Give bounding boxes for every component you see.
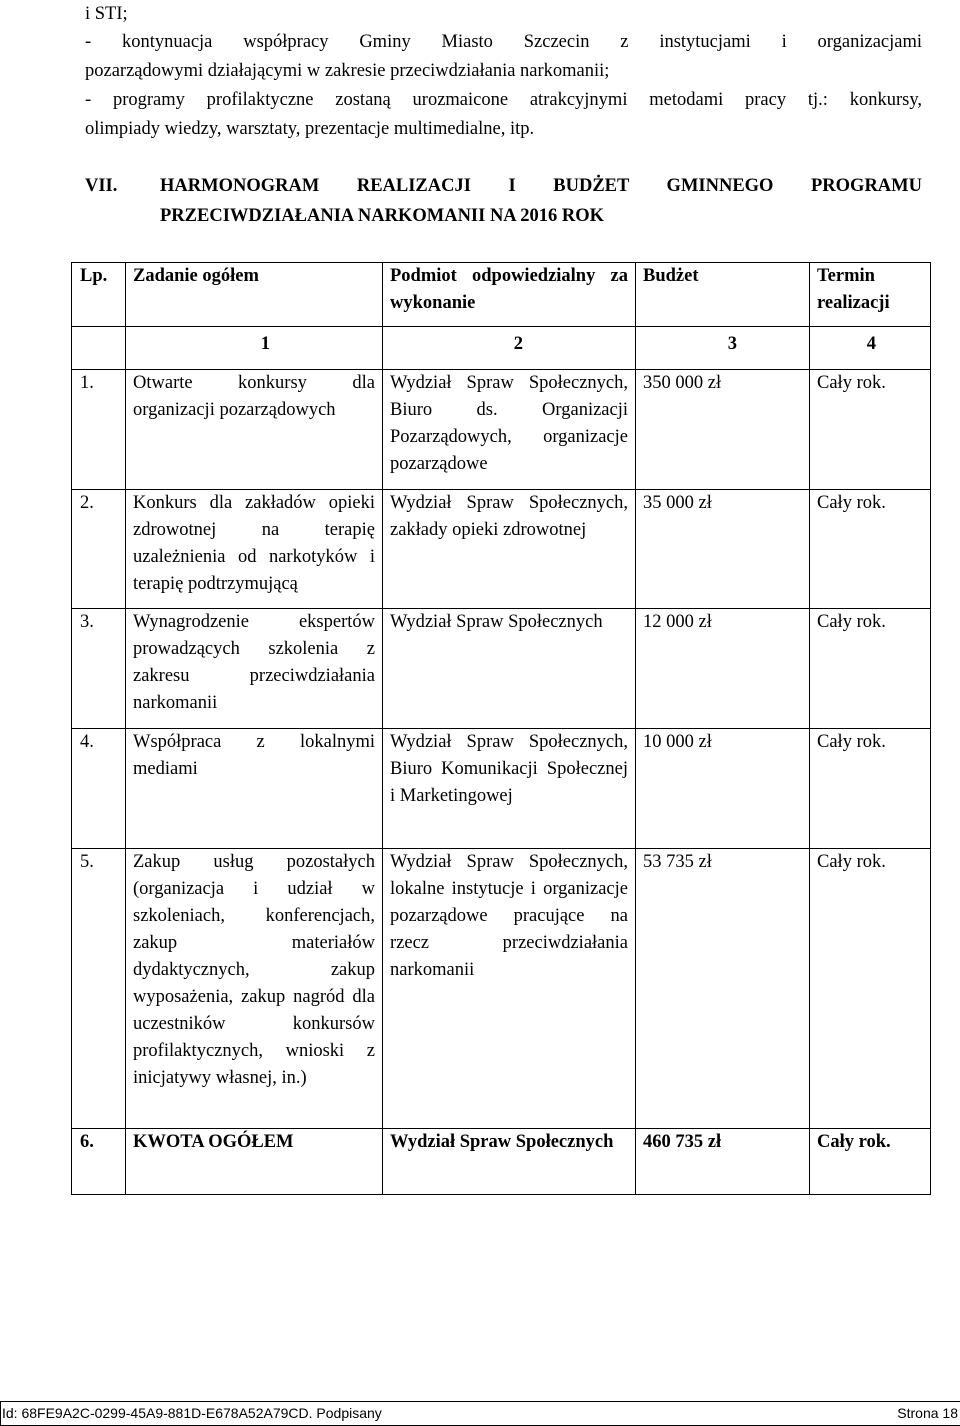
table-row	[72, 370, 931, 490]
row-lp: 1.	[72, 370, 126, 490]
footer-document-id: Id: 68FE9A2C-0299-45A9-881D-E678A52A79CD. Podpisany	[2, 1405, 382, 1421]
intro-line-2: - kontynuacja współpracy Gminy Miasto Szczecin z instytucjami i organizacjami	[85, 32, 922, 52]
section-number: VII.	[85, 176, 118, 196]
header-deadline: Termin realizacji	[810, 263, 931, 327]
row-deadline: Cały rok.	[810, 490, 931, 609]
row-task: Wynagrodzenie ekspertów prowadzących szkolenia z zakresu przeciwdziałania narkomanii	[126, 609, 383, 729]
total-task: KWOTA OGÓŁEM	[126, 1129, 383, 1195]
row-responsible: Wydział Spraw Społecznych, Biuro ds. Organizacji Pozarządowych, organizacje pozarządowe	[383, 370, 636, 490]
row-responsible: Wydział Spraw Społecznych, zakłady opieki zdrowotnej	[383, 490, 636, 609]
header-task: Zadanie ogółem	[126, 263, 383, 327]
total-row	[72, 1129, 931, 1195]
row-budget: 350 000 zł	[636, 370, 810, 490]
document-footer	[0, 1401, 960, 1426]
row-task: Współpraca z lokalnymi mediami	[126, 729, 383, 849]
row-responsible: Wydział Spraw Społecznych, Biuro Komunikacji Społecznej i Marketingowej	[383, 729, 636, 849]
schedule-budget-table	[71, 262, 931, 1195]
table-row	[72, 729, 931, 849]
table-header-row	[72, 263, 931, 327]
intro-line-4: - programy profilaktyczne zostaną urozmaicone atrakcyjnymi metodami pracy tj.: konkursy,	[85, 90, 922, 110]
header-lp: Lp.	[72, 263, 126, 327]
section-title-line-1: HARMONOGRAM REALIZACJI I BUDŻET GMINNEGO PROGRAMU	[160, 176, 922, 196]
total-lp: 6.	[72, 1129, 126, 1195]
table-row	[72, 490, 931, 609]
header-budget: Budżet	[636, 263, 810, 327]
total-responsible: Wydział Spraw Społecznych	[383, 1129, 636, 1195]
table-row	[72, 609, 931, 729]
row-deadline: Cały rok.	[810, 849, 931, 1129]
row-deadline: Cały rok.	[810, 370, 931, 490]
colnum-2: 2	[383, 327, 636, 370]
row-task: Konkurs dla zakładów opieki zdrowotnej na terapię uzależnienia od narkotyków i terapię podtrzymującą	[126, 490, 383, 609]
header-responsible: Podmiot odpowiedzialny za wykonanie	[383, 263, 636, 327]
footer-page-number: Strona 18	[897, 1405, 958, 1421]
row-lp: 5.	[72, 849, 126, 1129]
intro-line-3: pozarządowymi działającymi w zakresie przeciwdziałania narkomanii;	[85, 61, 610, 81]
row-deadline: Cały rok.	[810, 609, 931, 729]
row-budget: 10 000 zł	[636, 729, 810, 849]
intro-line-1: i STI;	[85, 4, 128, 24]
row-lp: 2.	[72, 490, 126, 609]
colnum-4: 4	[810, 327, 931, 370]
row-lp: 4.	[72, 729, 126, 849]
footer-left-border	[0, 1402, 1, 1425]
row-deadline: Cały rok.	[810, 729, 931, 849]
colnum-empty	[72, 327, 126, 370]
total-budget: 460 735 zł	[636, 1129, 810, 1195]
row-task: Otwarte konkursy dla organizacji pozarządowych	[126, 370, 383, 490]
colnum-1: 1	[126, 327, 383, 370]
row-budget: 53 735 zł	[636, 849, 810, 1129]
intro-line-5: olimpiady wiedzy, warsztaty, prezentacje multimedialne, itp.	[85, 119, 535, 139]
row-task: Zakup usług pozostałych (organizacja i udział w szkoleniach, konferencjach, zakup materiałów dydaktycznych, zakup wyposażenia, zakup nagród dla uczestników konkursów profilaktycznych, wnioski z inicjatywy własnej, in.)	[126, 849, 383, 1129]
row-responsible: Wydział Spraw Społecznych, lokalne instytucje i organizacje pozarządowe pracujące na rzecz przeciwdziałania narkomanii	[383, 849, 636, 1129]
section-title-line-2: PRZECIWDZIAŁANIA NARKOMANII NA 2016 ROK	[160, 206, 605, 226]
row-responsible: Wydział Spraw Społecznych	[383, 609, 636, 729]
column-number-row	[72, 327, 931, 370]
colnum-3: 3	[636, 327, 810, 370]
table-row	[72, 849, 931, 1129]
row-budget: 12 000 zł	[636, 609, 810, 729]
row-budget: 35 000 zł	[636, 490, 810, 609]
row-lp: 3.	[72, 609, 126, 729]
total-deadline: Cały rok.	[810, 1129, 931, 1195]
